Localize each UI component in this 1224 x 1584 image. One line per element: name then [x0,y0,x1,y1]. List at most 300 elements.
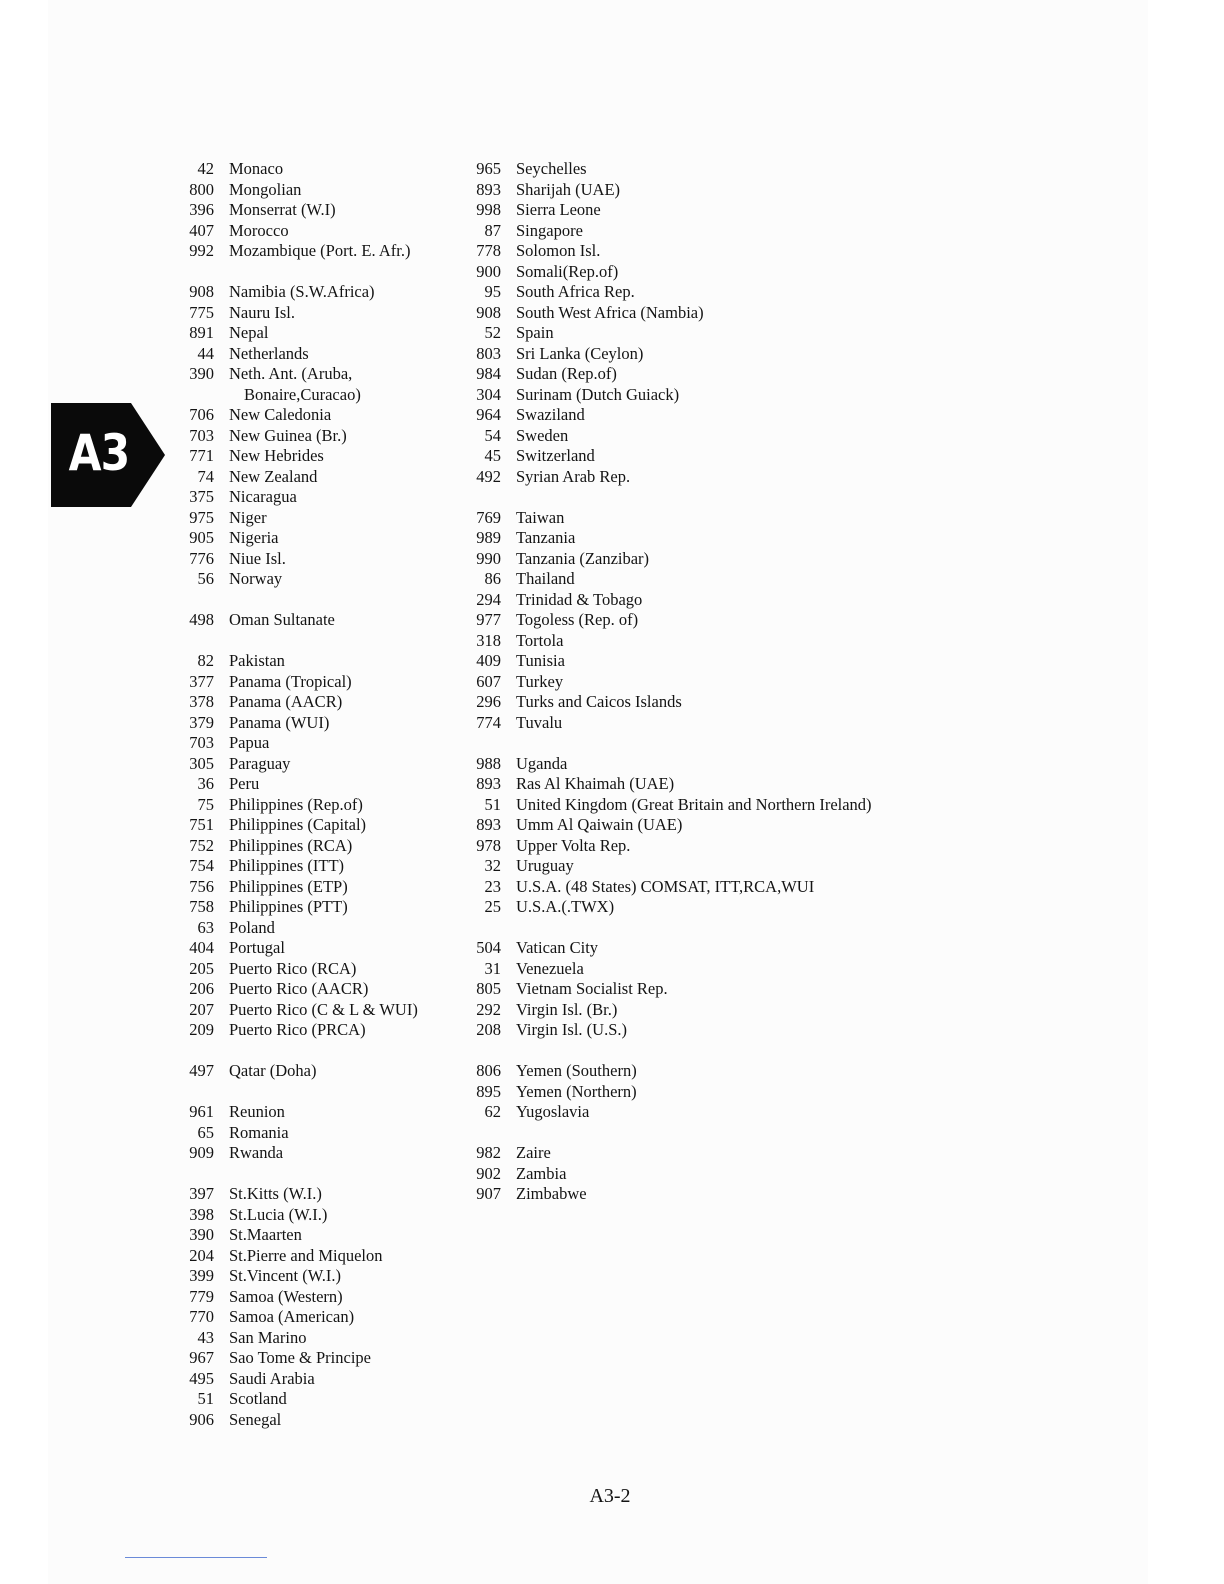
country-name: Zaire [516,1143,551,1162]
country-name: Vatican City [516,938,599,957]
list-item [455,631,975,652]
country-code: 975 [189,507,214,527]
list-item [168,200,458,221]
list-item [455,241,975,262]
country-name: Mozambique (Port. E. Afr.) [229,241,411,260]
country-name: Puerto Rico (RCA) [229,958,357,978]
list-item [455,405,975,426]
country-name: Nigeria [229,528,279,547]
country-code: 967 [189,1348,214,1367]
list-item [168,508,458,529]
country-code: 906 [189,1409,214,1429]
list-item [168,323,458,344]
page-number: A3-2 [589,1485,631,1507]
country-name: Upper Volta Rep. [516,835,631,855]
country-code: 204 [189,1245,214,1265]
country-code: 893 [476,179,501,199]
country-name: Saudi Arabia [229,1368,315,1388]
country-name: Reunion [229,1102,285,1121]
list-item [168,692,458,713]
country-code: 988 [476,753,501,773]
country-name: U.S.A. (48 States) COMSAT, ITT,RCA,WUI [516,876,815,896]
list-item [168,1246,458,1267]
country-name: Panama (AACR) [229,692,343,711]
country-name: Norway [229,569,283,588]
country-code: 75 [197,794,214,814]
country-name: St.Kitts (W.I.) [229,1184,322,1203]
country-name: Singapore [516,220,583,240]
country-name: Sweden [516,425,569,445]
list-item [168,549,458,570]
country-code: 32 [484,856,501,875]
list-item [168,938,458,959]
list-item [455,364,975,385]
country-code: 978 [476,835,501,855]
list-item [455,446,975,467]
list-item [168,1102,458,1123]
country-code: 396 [189,200,214,219]
list-item [168,1143,458,1164]
list-item [168,1389,458,1410]
list-item [455,938,975,959]
country-code: 45 [484,446,501,465]
country-code: 296 [476,692,501,711]
country-name: Somali(Rep.of) [516,261,619,281]
country-name: Virgin Isl. (U.S.) [516,1020,627,1039]
list-item [168,344,458,365]
country-code: 703 [189,425,214,445]
country-name: Sudan (Rep.of) [516,364,617,383]
country-name: Swaziland [516,405,585,424]
country-name: New Hebrides [229,446,324,465]
country-name: Samoa (American) [229,1307,355,1326]
footer-rule [125,1557,267,1558]
country-code: 294 [476,589,501,609]
list-item [168,159,458,180]
country-name: Monserrat (W.I) [229,200,336,219]
country-name: Philippines (RCA) [229,835,353,855]
country-code: 377 [189,671,214,691]
country-code: 907 [476,1184,501,1203]
country-code: 292 [476,999,501,1019]
country-code: 208 [476,1020,501,1039]
list-item [168,733,458,754]
country-code: 990 [476,548,501,568]
country-code: 65 [197,1122,214,1142]
list-item [168,795,458,816]
list-item [168,651,458,672]
country-code: 86 [484,569,501,588]
country-code: 207 [189,999,214,1019]
country-name: Yemen (Southern) [516,1061,637,1080]
list-item [455,1143,975,1164]
country-code: 492 [476,466,501,486]
country-code: 205 [189,958,214,978]
list-item [168,405,458,426]
country-name: Zambia [516,1163,567,1183]
country-name: Poland [229,917,275,937]
country-code: 504 [476,938,501,957]
country-code: 776 [189,548,214,568]
country-name: Oman Sultanate [229,610,335,629]
country-name: Neth. Ant. (Aruba, [229,364,353,383]
list-item [455,713,975,734]
list-item [455,651,975,672]
country-name: Surinam (Dutch Guiack) [516,384,680,404]
list-item [168,426,458,447]
section-tab-label: A3 [68,424,130,482]
country-code: 495 [189,1368,214,1388]
list-item [455,323,975,344]
list-item [168,815,458,836]
country-name: Tanzania [516,528,576,547]
country-name: Sharijah (UAE) [516,179,621,199]
country-name: Sri Lanka (Ceylon) [516,343,644,363]
country-code: 95 [484,282,501,301]
country-code: 407 [189,220,214,240]
list-item [168,1205,458,1226]
country-code: 31 [484,958,501,978]
list-item [168,1225,458,1246]
country-name: New Guinea (Br.) [229,425,347,445]
country-name: Yugoslavia [516,1102,590,1121]
country-name: Switzerland [516,446,595,465]
list-item [455,897,975,918]
country-code: 770 [189,1307,214,1326]
list-item [455,569,975,590]
country-code: 758 [189,897,214,916]
country-code: 607 [476,671,501,691]
country-name: San Marino [229,1327,307,1347]
list-item [455,590,975,611]
list-item [168,487,458,508]
country-code: 51 [484,794,501,814]
list-item [168,610,458,631]
country-name: Solomon Isl. [516,241,601,260]
country-name: Samoa (Western) [229,1286,343,1306]
list-item [455,426,975,447]
country-code: 36 [197,774,214,793]
country-name: Tortola [516,630,564,650]
country-code: 964 [476,405,501,424]
country-name: Vietnam Socialist Rep. [516,979,668,998]
country-code: 998 [476,200,501,219]
country-name: Taiwan [516,507,565,527]
country-name: Sao Tome & Principe [229,1348,371,1367]
country-code: 305 [189,753,214,773]
list-item [168,1410,458,1431]
list-item [168,467,458,488]
list-item [168,1348,458,1369]
country-name: Ras Al Khaimah (UAE) [516,774,675,793]
country-code: 977 [476,610,501,629]
country-code: 390 [189,364,214,383]
country-name: Puerto Rico (PRCA) [229,1020,366,1039]
list-item [455,979,975,1000]
list-item [455,508,975,529]
country-name: Syrian Arab Rep. [516,466,631,486]
country-name: Niger [229,507,267,527]
list-item [455,754,975,775]
country-code: 87 [484,220,501,240]
country-name: St.Pierre and Miquelon [229,1245,383,1265]
country-name: Puerto Rico (C & L & WUI) [229,999,418,1019]
country-code: 397 [189,1184,214,1203]
country-name: Togoless (Rep. of) [516,610,639,629]
country-name: Panama (Tropical) [229,671,352,691]
country-name: Namibia (S.W.Africa) [229,282,375,301]
country-code: 703 [189,733,214,752]
country-name: Paraguay [229,753,291,773]
country-name: St.Maarten [229,1225,302,1244]
country-code: 25 [484,897,501,916]
country-name: Nepal [229,323,269,342]
section-tab-marker [51,403,165,507]
country-code: 51 [197,1389,214,1408]
country-code: 42 [197,159,214,178]
country-name: Umm Al Qaiwain (UAE) [516,815,683,834]
country-code: 982 [476,1143,501,1162]
country-code: 318 [476,630,501,650]
country-name: Uruguay [516,856,574,875]
country-code: 378 [189,692,214,711]
country-code: 965 [476,159,501,178]
list-item [168,959,458,980]
country-code: 409 [476,651,501,670]
list-item [455,692,975,713]
list-item [455,959,975,980]
country-name: Rwanda [229,1143,284,1162]
country-name: Seychelles [516,159,587,178]
country-name: Peru [229,774,260,793]
country-code: 984 [476,364,501,383]
list-item [168,282,458,303]
country-name: Nauru Isl. [229,302,295,322]
country-code: 805 [476,979,501,998]
country-code: 54 [484,425,501,445]
country-name: Zimbabwe [516,1184,587,1203]
country-name: South West Africa (Nambia) [516,302,704,322]
country-name: Portugal [229,938,285,957]
list-item [455,1000,975,1021]
country-name: Puerto Rico (AACR) [229,979,369,998]
country-code: 399 [189,1266,214,1285]
list-item [455,528,975,549]
list-item [168,1123,458,1144]
country-code: 769 [476,507,501,527]
country-code: 751 [189,815,214,834]
list-item [168,446,458,467]
country-code: 989 [476,528,501,547]
country-name: Philippines (Capital) [229,815,367,834]
country-name: Mongolian [229,179,302,199]
country-name: Senegal [229,1409,282,1429]
list-item [455,467,975,488]
country-code: 52 [484,323,501,342]
country-code: 43 [197,1327,214,1347]
country-code: 909 [189,1143,214,1162]
list-item [168,918,458,939]
list-item [168,1020,458,1041]
country-name: New Zealand [229,466,318,486]
country-code: 891 [189,323,214,342]
list-item [455,610,975,631]
country-code: 961 [189,1102,214,1121]
country-name: Morocco [229,220,289,240]
country-code: 390 [189,1225,214,1244]
list-item [168,774,458,795]
country-code: 756 [189,876,214,896]
country-name: Scotland [229,1389,287,1408]
list-item [168,713,458,734]
list-item [168,1061,458,1082]
country-code: 895 [476,1081,501,1101]
country-code-list-left [168,159,458,1430]
country-name: Niue Isl. [229,548,286,568]
country-code: 902 [476,1163,501,1183]
country-name: Romania [229,1122,289,1142]
country-code: 209 [189,1020,214,1039]
country-code: 774 [476,712,501,732]
country-name: Nicaragua [229,487,297,506]
country-code: 404 [189,938,214,957]
list-item [455,774,975,795]
list-item [168,1266,458,1287]
list-item [455,282,975,303]
country-name: U.S.A.(.TWX) [516,897,615,916]
list-item [455,200,975,221]
country-code: 900 [476,261,501,281]
list-item [455,262,975,283]
list-item [168,569,458,590]
list-item [455,1184,975,1205]
country-name: Tunisia [516,651,565,670]
country-code: 779 [189,1286,214,1306]
list-item [455,856,975,877]
country-name: Netherlands [229,343,309,363]
country-name: St.Lucia (W.I.) [229,1204,328,1224]
country-code: 82 [197,651,214,670]
country-name: Trinidad & Tobago [516,589,643,609]
country-code: 398 [189,1204,214,1224]
list-item [455,672,975,693]
list-item [455,221,975,242]
country-code: 992 [189,241,214,260]
country-code: 498 [189,610,214,629]
list-item [168,1328,458,1349]
list-item [455,877,975,898]
country-name: Tanzania (Zanzibar) [516,548,650,568]
list-item [455,1102,975,1123]
country-code-list-right [455,159,975,1205]
country-name: St.Vincent (W.I.) [229,1266,342,1285]
country-name: Venezuela [516,958,584,978]
list-item [455,180,975,201]
list-item [455,1020,975,1041]
country-name: Thailand [516,569,575,588]
list-item [168,241,458,262]
country-code: 63 [197,917,214,937]
list-item [168,672,458,693]
country-name: Spain [516,323,554,342]
country-name: Turkey [516,671,564,691]
country-name: Virgin Isl. (Br.) [516,999,618,1019]
country-name: Pakistan [229,651,285,670]
list-item [455,159,975,180]
list-item [168,1287,458,1308]
country-code: 806 [476,1061,501,1080]
list-item [168,1184,458,1205]
country-code: 754 [189,856,214,875]
list-item [455,836,975,857]
list-item [455,303,975,324]
country-name: Panama (WUI) [229,712,330,732]
country-code: 62 [484,1102,501,1121]
country-code: 752 [189,835,214,855]
country-name: Sierra Leone [516,200,601,219]
country-code: 375 [189,487,214,506]
list-item [455,815,975,836]
country-code: 56 [197,569,214,588]
list-item [168,836,458,857]
country-name: Qatar (Doha) [229,1061,317,1080]
country-code: 44 [197,343,214,363]
country-code: 908 [476,302,501,322]
country-code: 800 [189,179,214,199]
country-code: 379 [189,712,214,732]
list-item [168,528,458,549]
country-code: 905 [189,528,214,547]
country-name: Philippines (PTT) [229,897,348,916]
country-code: 771 [189,446,214,465]
list-item [455,344,975,365]
list-item [168,856,458,877]
country-name: Papua [229,733,270,752]
list-item [168,180,458,201]
country-code: 497 [189,1061,214,1080]
list-item [168,303,458,324]
country-code: 206 [189,979,214,998]
country-code: 304 [476,384,501,404]
country-name: South Africa Rep. [516,282,635,301]
list-item [455,1164,975,1185]
country-code: 908 [189,282,214,301]
list-item [455,549,975,570]
country-name: Philippines (ETP) [229,876,348,896]
country-name: Philippines (ITT) [229,856,345,875]
country-name: Turks and Caicos Islands [516,692,682,711]
country-code: 803 [476,343,501,363]
country-code: 775 [189,302,214,322]
country-name: Philippines (Rep.of) [229,794,363,814]
list-item [168,754,458,775]
list-item [168,897,458,918]
list-item [455,1061,975,1082]
country-code: 23 [484,876,501,896]
list-item [168,221,458,242]
list-item [168,1000,458,1021]
country-code: 893 [476,774,501,793]
list-item [168,979,458,1000]
country-name: Uganda [516,753,568,773]
list-item [168,877,458,898]
list-item [455,1082,975,1103]
country-name: Monaco [229,159,284,178]
list-item [168,1307,458,1328]
country-name: Yemen (Northern) [516,1081,637,1101]
country-code: 893 [476,815,501,834]
country-code: 778 [476,241,501,260]
